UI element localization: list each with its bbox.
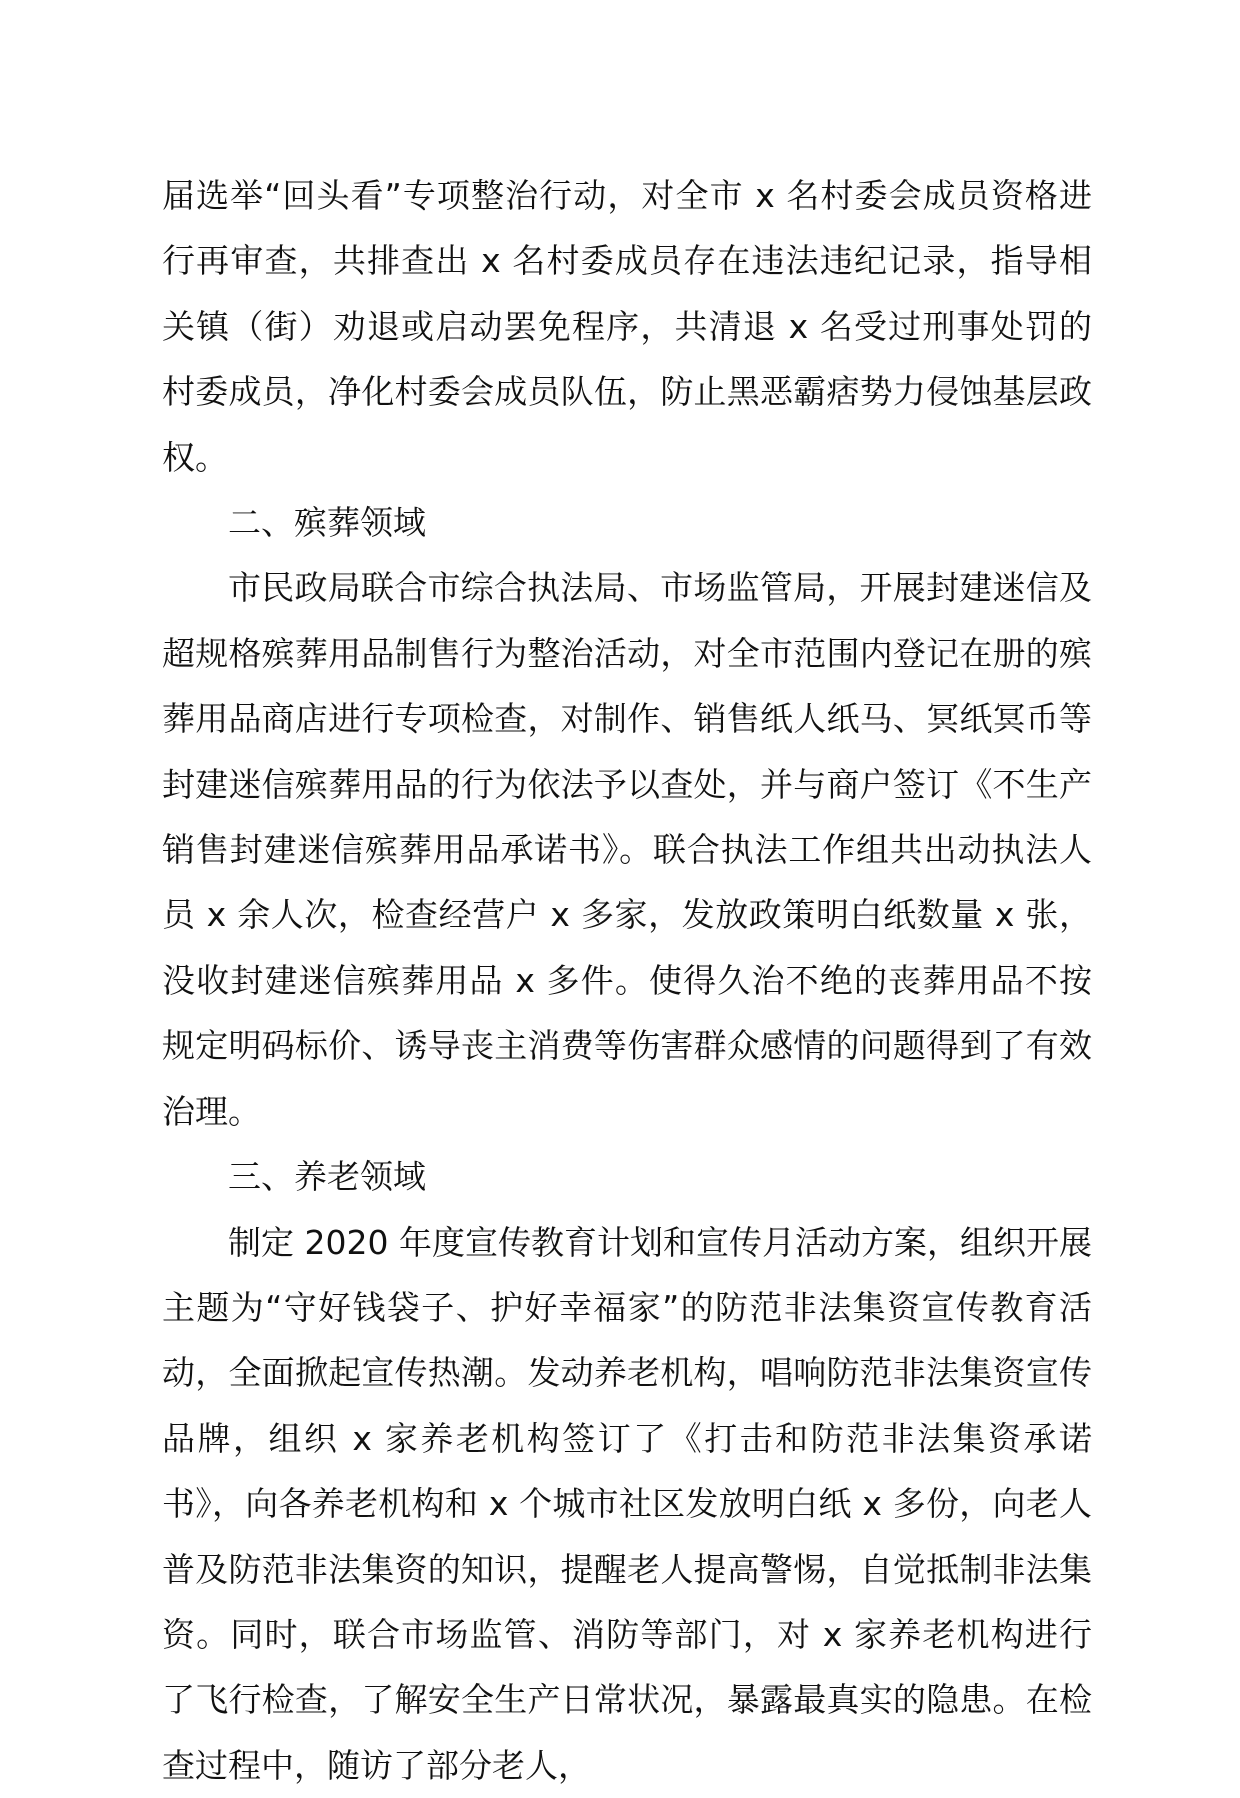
paragraph-funeral-rectification: 市民政局联合市综合执法局、市场监管局，开展封建迷信及超规格殡葬用品制售行为整治活动，对全市范围内登记在册的殡葬用品商店进行专项检查，对制作、销售纸人纸马、冥纸冥币等封建迷信殡葬用品的行为依法予以查处，并与商户签订《不生产销售封建迷信殡葬用品承诺书》。联合执法工作组共出动执法人员 x 余人次，检查经营户 x 多家，发放政策明白纸数量 x 张，没收封建迷信殡葬用品 x 多件。使得久治不绝的丧葬用品不按规定明码标价、诱导丧主消费等伤害群众感情的问题得到了有效治理。 xyxy=(162,555,1092,1144)
heading-elderly-care-sector: 三、养老领域 xyxy=(162,1144,1092,1209)
heading-funeral-sector: 二、殡葬领域 xyxy=(162,490,1092,555)
document-body xyxy=(162,163,1092,1798)
paragraph-elderly-care-campaign: 制定 2020 年度宣传教育计划和宣传月活动方案，组织开展主题为“守好钱袋子、护好幸福家”的防范非法集资宣传教育活动，全面掀起宣传热潮。发动养老机构，唱响防范非法集资宣传品牌，组织 x 家养老机构签订了《打击和防范非法集资承诺书》，向各养老机构和 x 个城市社区发放明白纸 x 多份，向老人普及防范非法集资的知识，提醒老人提高警惕，自觉抵制非法集资。同时，联合市场监管、消防等部门，对 x 家养老机构进行了飞行检查，了解安全生产日常状况，暴露最真实的隐患。在检查过程中，随访了部分老人， xyxy=(162,1210,1092,1798)
paragraph-election-review: 届选举“回头看”专项整治行动，对全市 x 名村委会成员资格进行再审查，共排查出 x 名村委成员存在违法违纪记录，指导相关镇（街）劝退或启动罢免程序，共清退 x 名受过刑事处罚的村委成员，净化村委会成员队伍，防止黑恶霸痞势力侵蚀基层政权。 xyxy=(162,163,1092,490)
